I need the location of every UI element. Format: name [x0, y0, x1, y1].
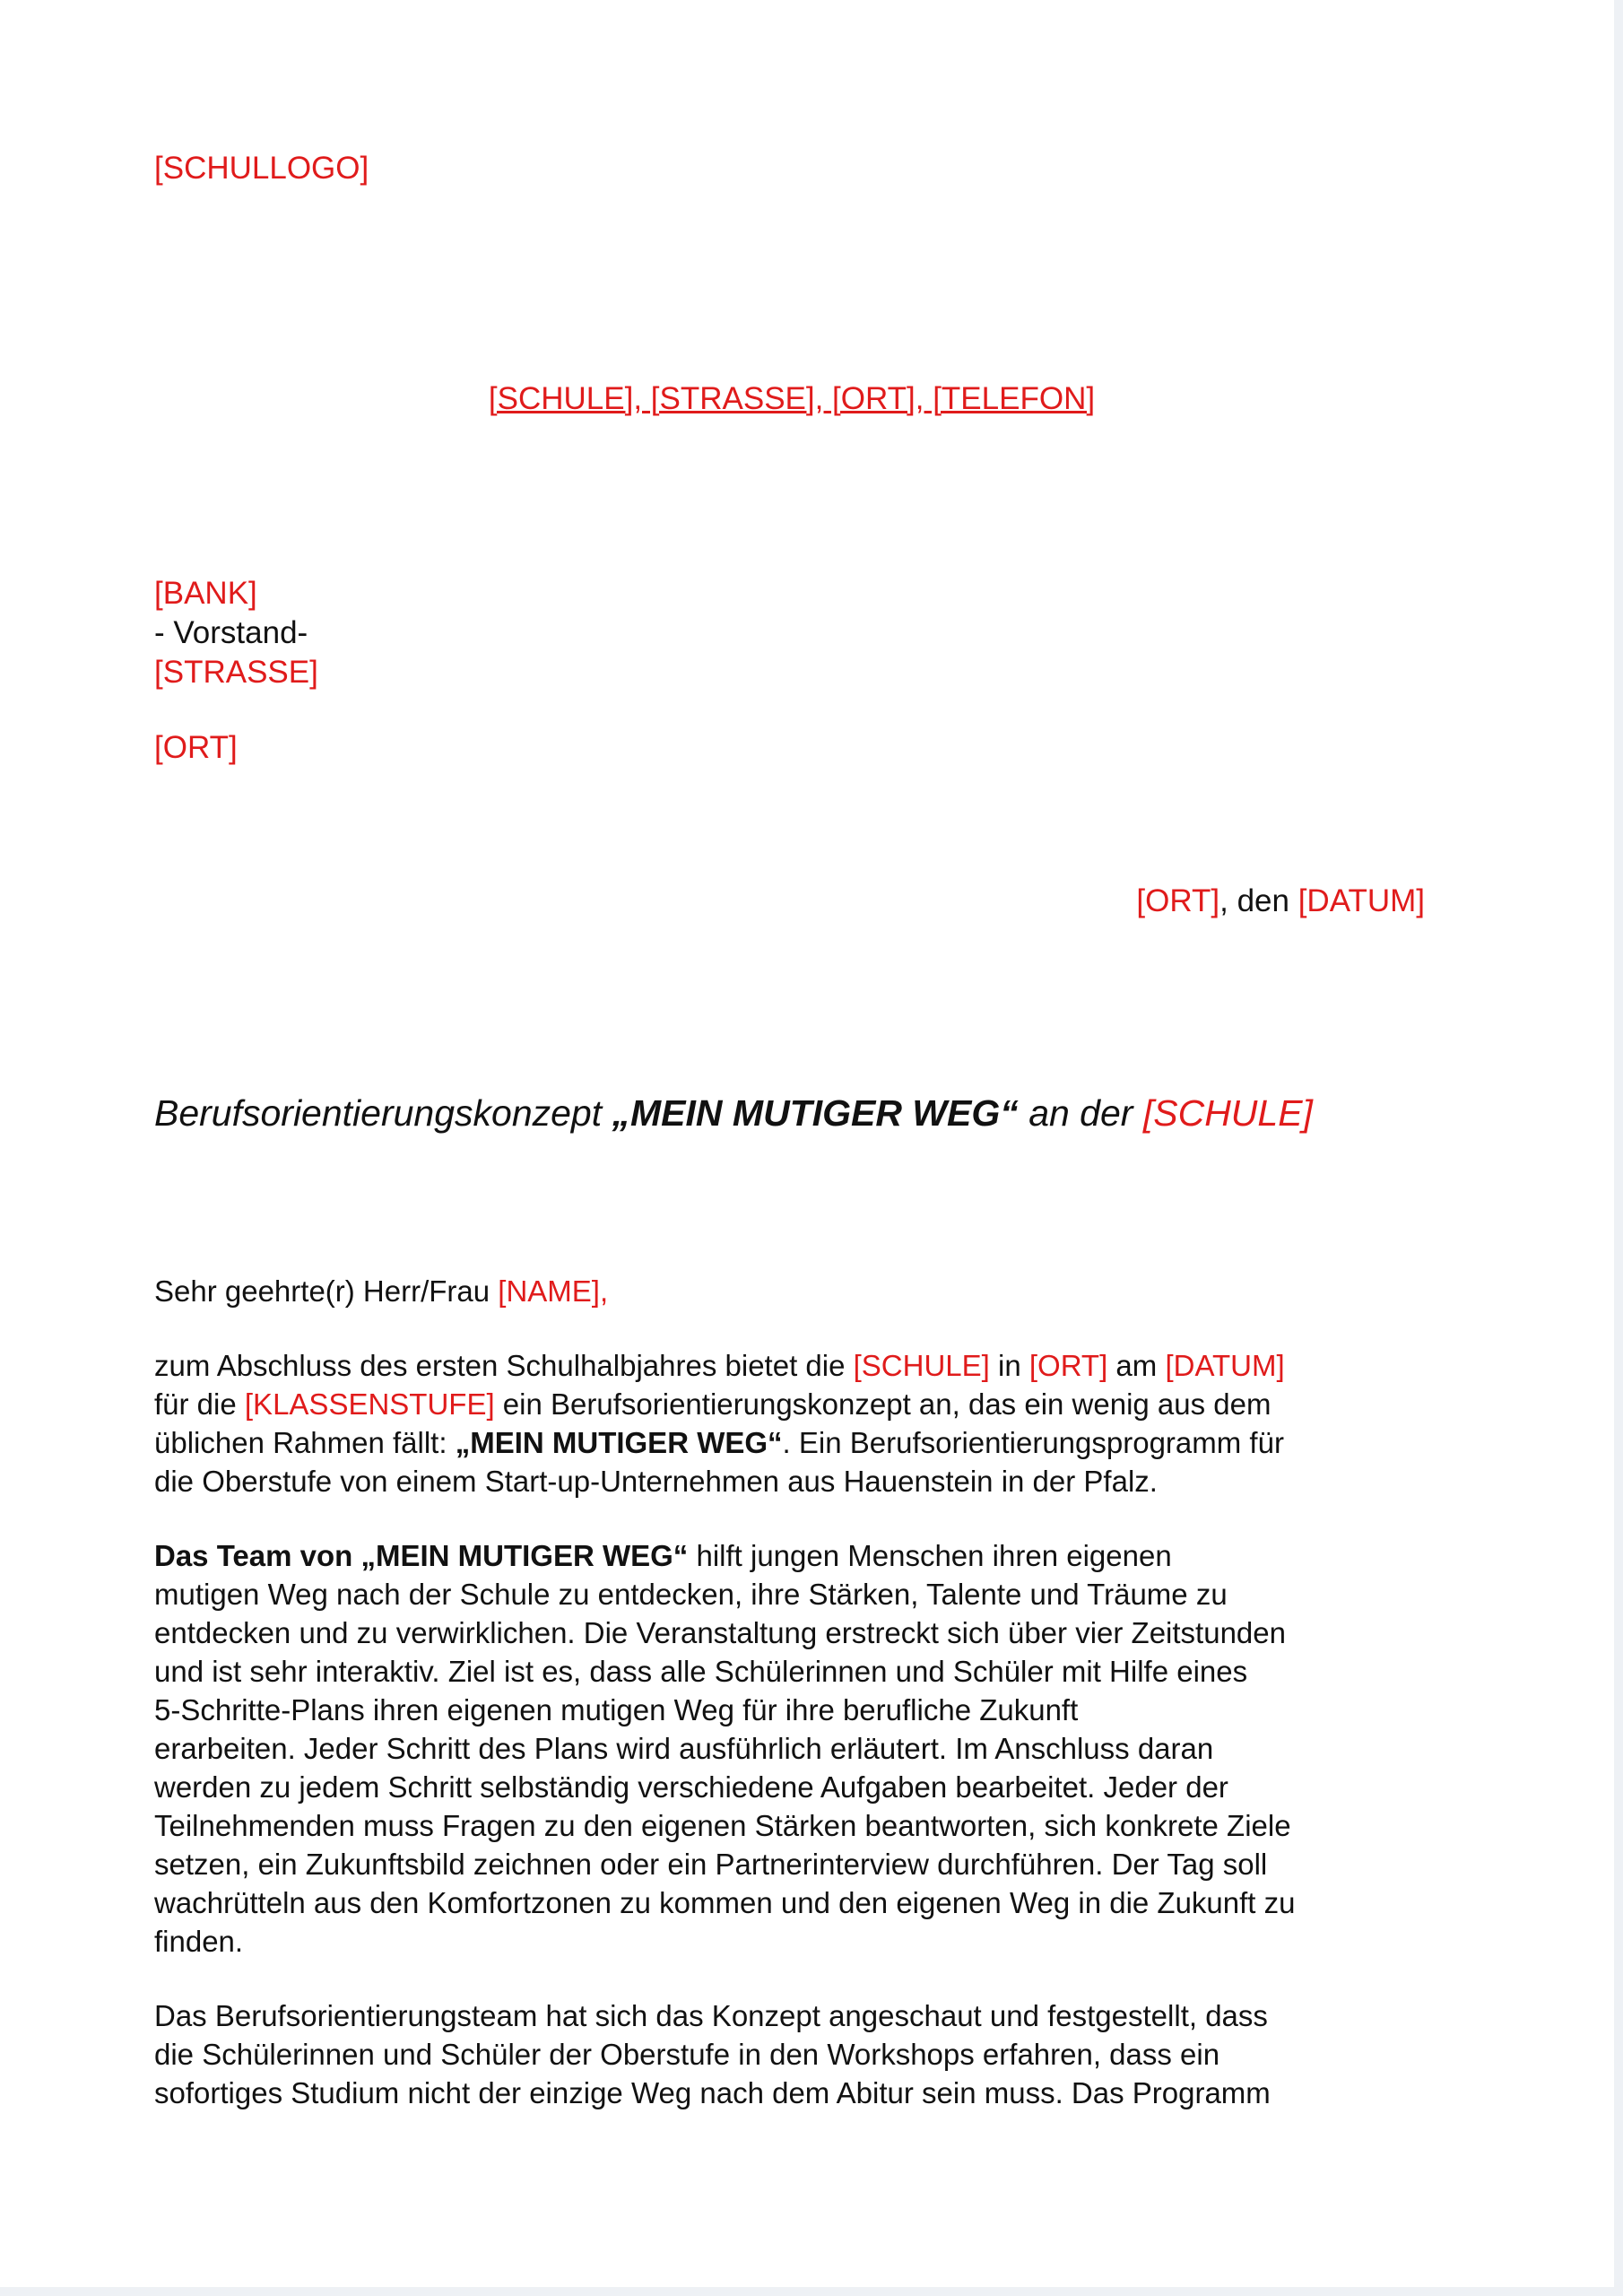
para2-line: setzen, ein Zukunftsbild zeichnen oder ein Partnerinterview durchführen. Der Tag soll — [154, 1848, 1268, 1881]
para2-team-name: Das Team von „MEIN MUTIGER WEG“ — [154, 1539, 689, 1572]
paragraph-assessment — [154, 1996, 1428, 2112]
recipient-bank: [BANK] — [154, 576, 257, 611]
para1-grade: [KLASSENSTUFE] — [244, 1387, 495, 1421]
para2-line: werden zu jedem Schritt selbständig verschiedene Aufgaben bearbeitet. Jeder der — [154, 1770, 1228, 1804]
para3-line: die Schülerinnen und Schüler der Oberstufe in den Workshops erfahren, dass ein — [154, 2038, 1220, 2071]
para1-place: [ORT] — [1028, 1349, 1108, 1382]
subject-program-name: „MEIN MUTIGER WEG“ — [612, 1092, 1019, 1134]
subject-school: [SCHULE] — [1142, 1092, 1313, 1134]
para1-text: die Oberstufe von einem Start-up-Unternehmen aus Hauenstein in der Pfalz. — [154, 1465, 1158, 1498]
para2-text: hilft jungen Menschen ihren eigenen — [688, 1539, 1172, 1572]
para1-date: [DATUM] — [1165, 1349, 1285, 1382]
date-line-date: [DATUM] — [1298, 883, 1425, 918]
salutation — [154, 1272, 1428, 1310]
subject-prefix: Berufsorientierungskonzept — [154, 1092, 612, 1134]
para1-school: [SCHULE] — [853, 1349, 990, 1382]
para2-line: finden. — [154, 1925, 244, 1958]
paragraph-team — [154, 1536, 1428, 1961]
salutation-name: [NAME], — [498, 1274, 609, 1308]
para1-text: am — [1107, 1349, 1166, 1382]
school-logo-placeholder: [SCHULLOGO] — [154, 151, 369, 186]
para1-text: üblichen Rahmen fällt: — [154, 1426, 456, 1459]
para2-line: erarbeiten. Jeder Schritt des Plans wird ausführlich erläutert. Im Anschluss daran — [154, 1732, 1214, 1765]
para3-line: Das Berufsorientierungsteam hat sich das Konzept angeschaut und festgestellt, dass — [154, 1999, 1268, 2032]
date-line-place: [ORT] — [1136, 883, 1220, 918]
letter-body — [154, 1272, 1428, 2112]
para3-line: sofortiges Studium nicht der einzige Weg nach dem Abitur sein muss. Das Programm — [154, 2076, 1271, 2109]
school-address-line: [SCHULE], [STRASSE], [ORT], [TELEFON] — [488, 381, 1096, 416]
para2-line: entdecken und zu verwirklichen. Die Veranstaltung erstreckt sich über vier Zeitstunden — [154, 1616, 1286, 1649]
para1-text: in — [989, 1349, 1029, 1382]
para2-line: mutigen Weg nach der Schule zu entdecken, ihre Stärken, Talente und Träume zu — [154, 1578, 1228, 1611]
date-line-separator: , den — [1219, 883, 1298, 918]
para2-line: 5-Schritte-Plans ihren eigenen mutigen Weg für ihre berufliche Zukunft — [154, 1693, 1079, 1726]
para1-text: für die — [154, 1387, 245, 1421]
date-line — [1136, 883, 1425, 919]
para2-line: wachrütteln aus den Komfortzonen zu kommen und den eigenen Weg in die Zukunft zu — [154, 1886, 1296, 1919]
para2-line: und ist sehr interaktiv. Ziel ist es, dass alle Schülerinnen und Schüler mit Hilfe eines — [154, 1655, 1248, 1688]
para1-text: ein Berufsorientierungskonzept an, das ein wenig aus dem — [494, 1387, 1271, 1421]
recipient-block — [154, 574, 318, 768]
salutation-text: Sehr geehrte(r) Herr/Frau — [154, 1274, 499, 1308]
recipient-vorstand: - Vorstand- — [154, 615, 308, 650]
para1-text: . Ein Berufsorientierungsprogramm für — [782, 1426, 1284, 1459]
subject-line — [154, 1092, 1313, 1135]
paragraph-intro — [154, 1346, 1428, 1500]
recipient-city: [ORT] — [154, 730, 238, 765]
recipient-street: [STRASSE] — [154, 655, 318, 690]
para2-line: Teilnehmenden muss Fragen zu den eigenen Stärken beantworten, sich konkrete Ziele — [154, 1809, 1291, 1842]
para1-text: zum Abschluss des ersten Schulhalbjahres bietet die — [154, 1349, 854, 1382]
para1-program-name: „MEIN MUTIGER WEG“ — [455, 1426, 783, 1459]
subject-middle: an der — [1018, 1092, 1143, 1134]
